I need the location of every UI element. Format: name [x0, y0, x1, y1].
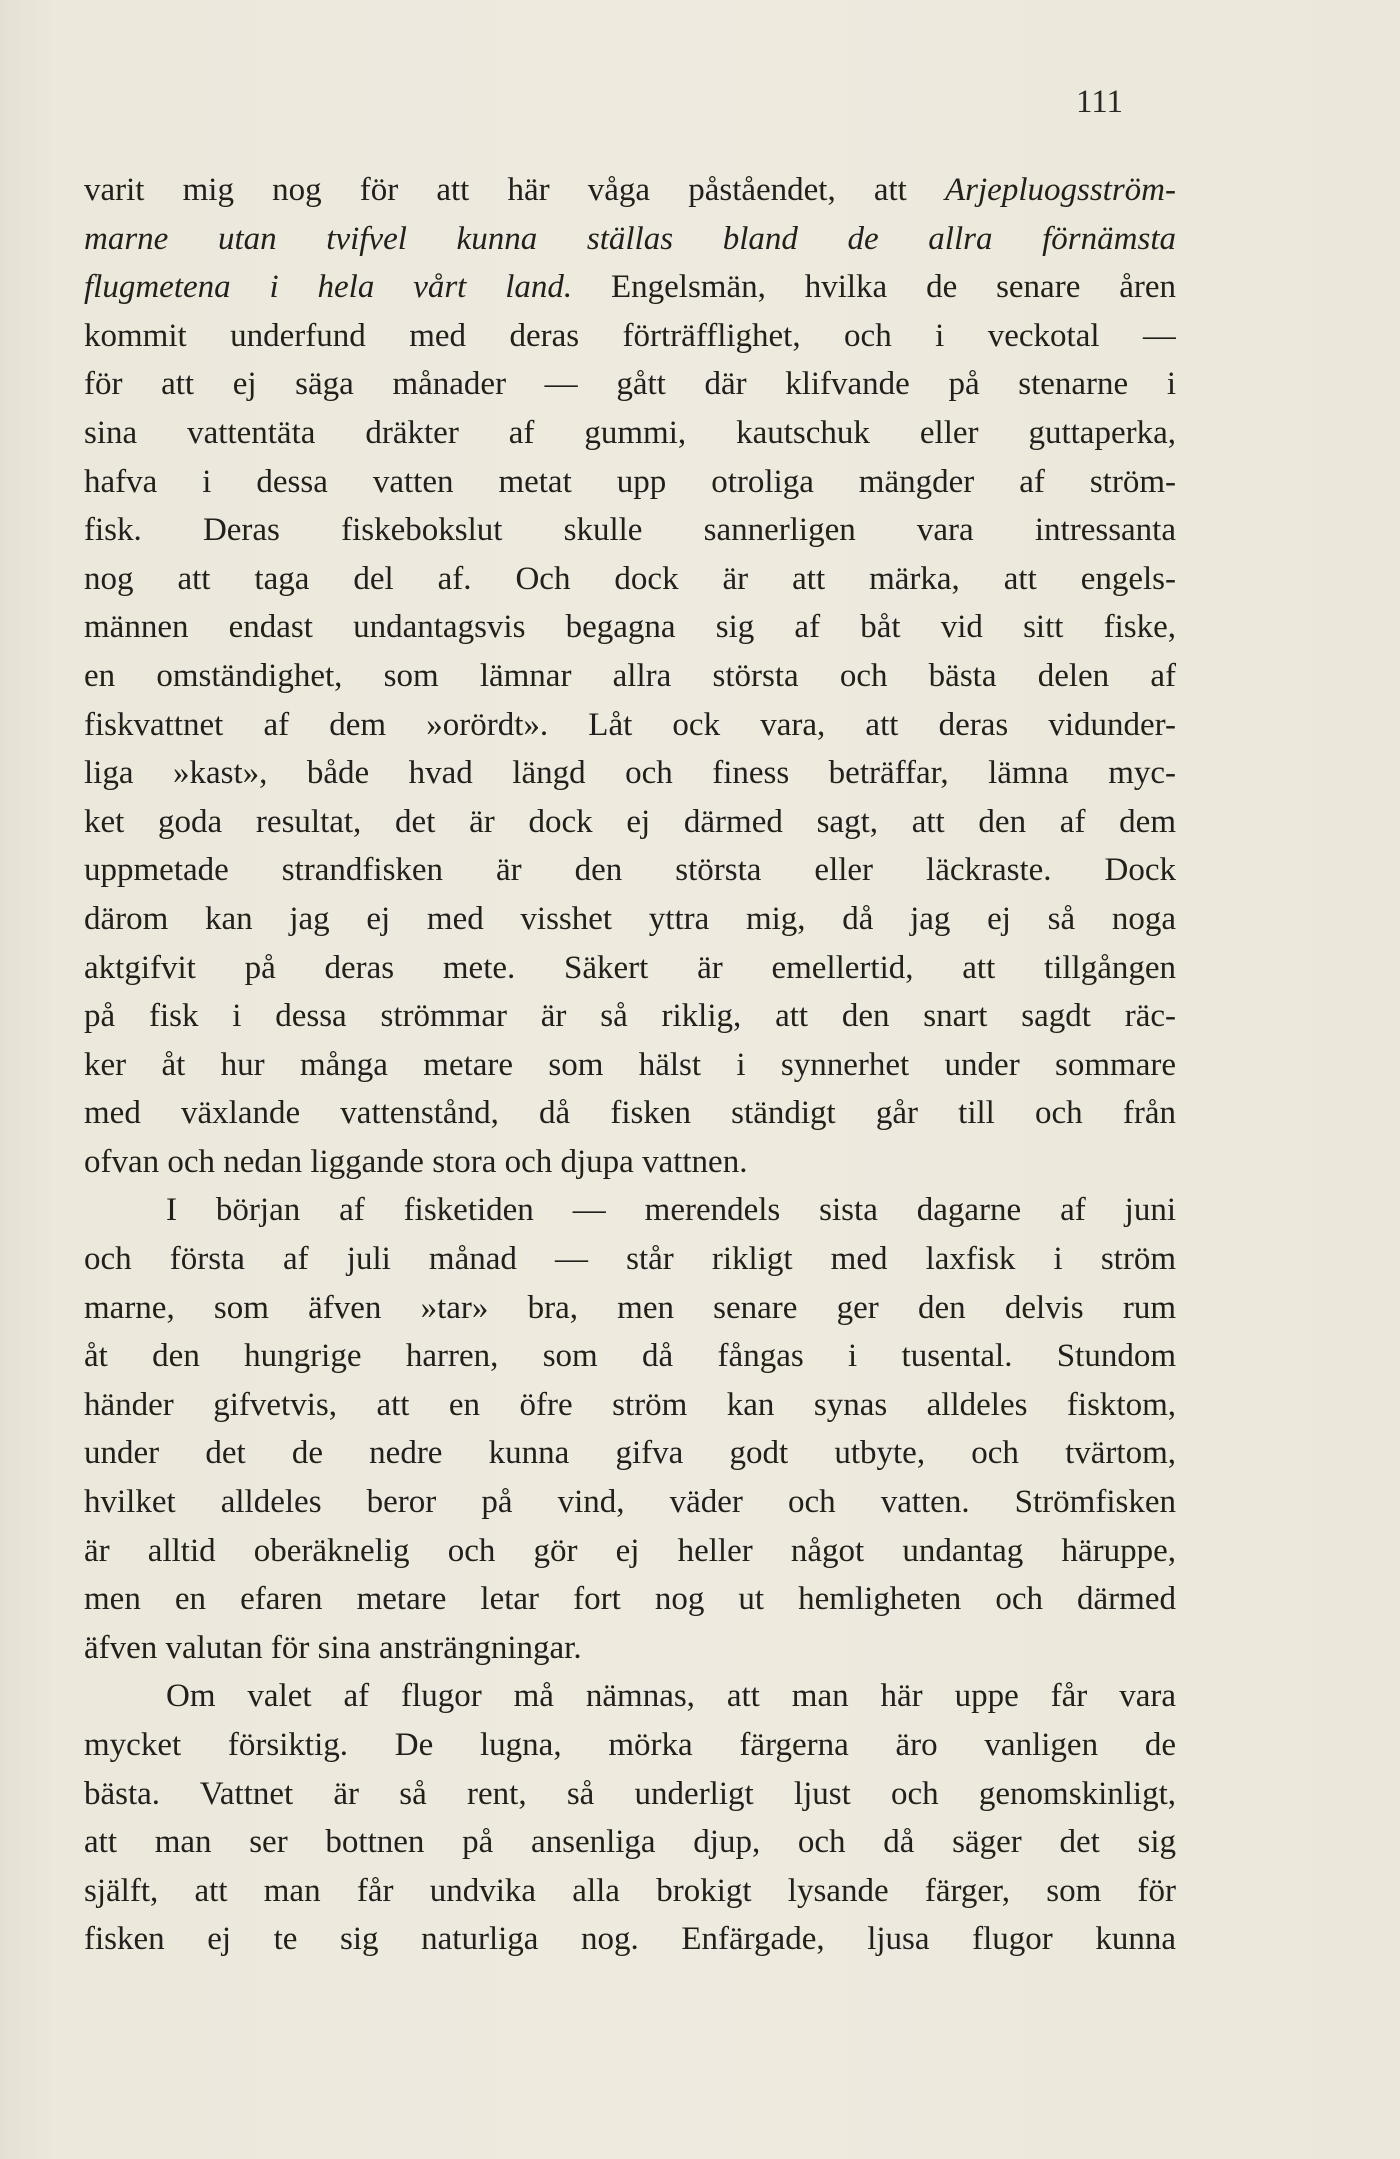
text-line [84, 458, 1176, 507]
text-run: I början af fisketiden — merendels sista dagarne af juni [166, 1192, 1176, 1229]
text-line [84, 506, 1176, 555]
text-run: därom kan jag ej med visshet yttra mig, då jag ej så noga [84, 900, 1176, 937]
text-run: åt den hungrige harren, som då fångas i tusental. Stundom [84, 1338, 1176, 1375]
text-line [84, 166, 1176, 215]
text-run: äfven valutan för sina ansträngningar. [84, 1629, 582, 1666]
text-run: fisk. Deras fiskebokslut skulle sannerligen vara intressanta [84, 512, 1176, 549]
text-line [84, 1575, 1176, 1624]
text-run: med växlande vattenstånd, då fisken ständigt går till och från [84, 1095, 1176, 1132]
text-line [84, 215, 1176, 264]
text-line [84, 1672, 1176, 1721]
text-run: händer gifvetvis, att en öfre ström kan synas alldeles fisktom, [84, 1386, 1176, 1423]
text-run: bästa. Vattnet är så rent, så underligt ljust och genomskinligt, [84, 1775, 1176, 1812]
text-line [84, 992, 1176, 1041]
text-run: hvilket alldeles beror på vind, väder och vatten. Strömfisken [84, 1484, 1176, 1521]
text-run: på fisk i dessa strömmar är så riklig, att den snart sagdt räc- [84, 998, 1176, 1035]
text-line [84, 944, 1176, 993]
text-line [84, 1089, 1176, 1138]
text-line [84, 652, 1176, 701]
text-run: Om valet af flugor må nämnas, att man här uppe får vara [166, 1678, 1176, 1715]
text-run: varit mig nog för att här våga påståendet, att [84, 172, 945, 208]
text-run: ker åt hur många metare som hälst i synnerhet under sommare [84, 1046, 1176, 1083]
text-run: för att ej säga månader — gått där klifvande på stenarne i [84, 366, 1176, 403]
text-line [84, 1138, 1176, 1187]
text-line [84, 1915, 1176, 1964]
text-run: sina vattentäta dräkter af gummi, kautschuk eller guttaperka, [84, 414, 1176, 451]
italic-text-run: marne utan tvifvel kunna ställas bland de allra förnämsta [84, 220, 1176, 257]
text-line [84, 1284, 1176, 1333]
text-run: fiskvattnet af dem »orördt». Låt ock vara, att deras vidunder- [84, 706, 1176, 743]
text-run: själft, att man får undvika alla brokigt lysande färger, som för [84, 1872, 1176, 1909]
text-run: att man ser bottnen på ansenliga djup, och då säger det sig [84, 1824, 1176, 1861]
text-run: men en efaren metare letar fort nog ut hemligheten och därmed [84, 1581, 1176, 1618]
text-run: ofvan och nedan liggande stora och djupa vattnen. [84, 1143, 748, 1180]
text-run: Engelsmän, hvilka de senare åren [572, 269, 1176, 306]
italic-text-run: Arjepluogsström- [945, 172, 1176, 208]
text-line [84, 895, 1176, 944]
text-line [84, 1381, 1176, 1430]
text-line [84, 312, 1176, 361]
text-run: och första af juli månad — står rikligt med laxfisk i ström [84, 1241, 1176, 1278]
text-line [84, 1624, 1176, 1673]
text-run: nog att taga del af. Och dock är att märka, att engels- [84, 560, 1176, 597]
text-line [84, 263, 1176, 312]
text-run: kommit underfund med deras förträfflighet, och i veckotal — [84, 317, 1176, 354]
text-run: marne, som äfven »tar» bra, men senare ger den delvis rum [84, 1289, 1176, 1326]
text-line [84, 1867, 1176, 1916]
body-text [84, 166, 1176, 1964]
text-line [84, 1429, 1176, 1478]
text-run: männen endast undantagsvis begagna sig af båt vid sitt fiske, [84, 609, 1176, 646]
text-line [84, 360, 1176, 409]
text-line [84, 1332, 1176, 1381]
text-run: ket goda resultat, det är dock ej därmed sagt, att den af dem [84, 803, 1176, 840]
text-run: en omständighet, som lämnar allra största och bästa delen af [84, 657, 1176, 694]
text-run: liga »kast», både hvad längd och finess beträffar, lämna myc- [84, 755, 1176, 792]
text-line [84, 798, 1176, 847]
text-line [84, 1235, 1176, 1284]
text-line [84, 1770, 1176, 1819]
text-line [84, 409, 1176, 458]
text-line [84, 749, 1176, 798]
text-run: mycket försiktig. De lugna, mörka färgerna äro vanligen de [84, 1727, 1176, 1763]
text-line [84, 1041, 1176, 1090]
text-run: aktgifvit på deras mete. Säkert är emellertid, att tillgången [84, 949, 1176, 986]
text-line [84, 1478, 1176, 1527]
text-line [84, 1186, 1176, 1235]
text-line [84, 701, 1176, 750]
text-line [84, 555, 1176, 604]
text-run: uppmetade strandfisken är den största eller läckraste. Dock [84, 852, 1176, 889]
text-run: fisken ej te sig naturliga nog. Enfärgade, ljusa flugor kunna [84, 1921, 1176, 1958]
text-run: är alltid oberäknelig och gör ej heller något undantag häruppe, [84, 1532, 1176, 1569]
italic-text-run: flugmetena i hela vårt land. [84, 269, 573, 306]
text-line [84, 1818, 1176, 1867]
text-run: under det de nedre kunna gifva godt utbyte, och tvärtom, [84, 1435, 1176, 1472]
text-line [84, 1721, 1176, 1770]
text-line [84, 1527, 1176, 1576]
text-run: hafva i dessa vatten metat upp otroliga mängder af ström- [84, 463, 1176, 500]
text-line [84, 603, 1176, 652]
text-line [84, 846, 1176, 895]
page-number: 111 [1076, 84, 1124, 120]
